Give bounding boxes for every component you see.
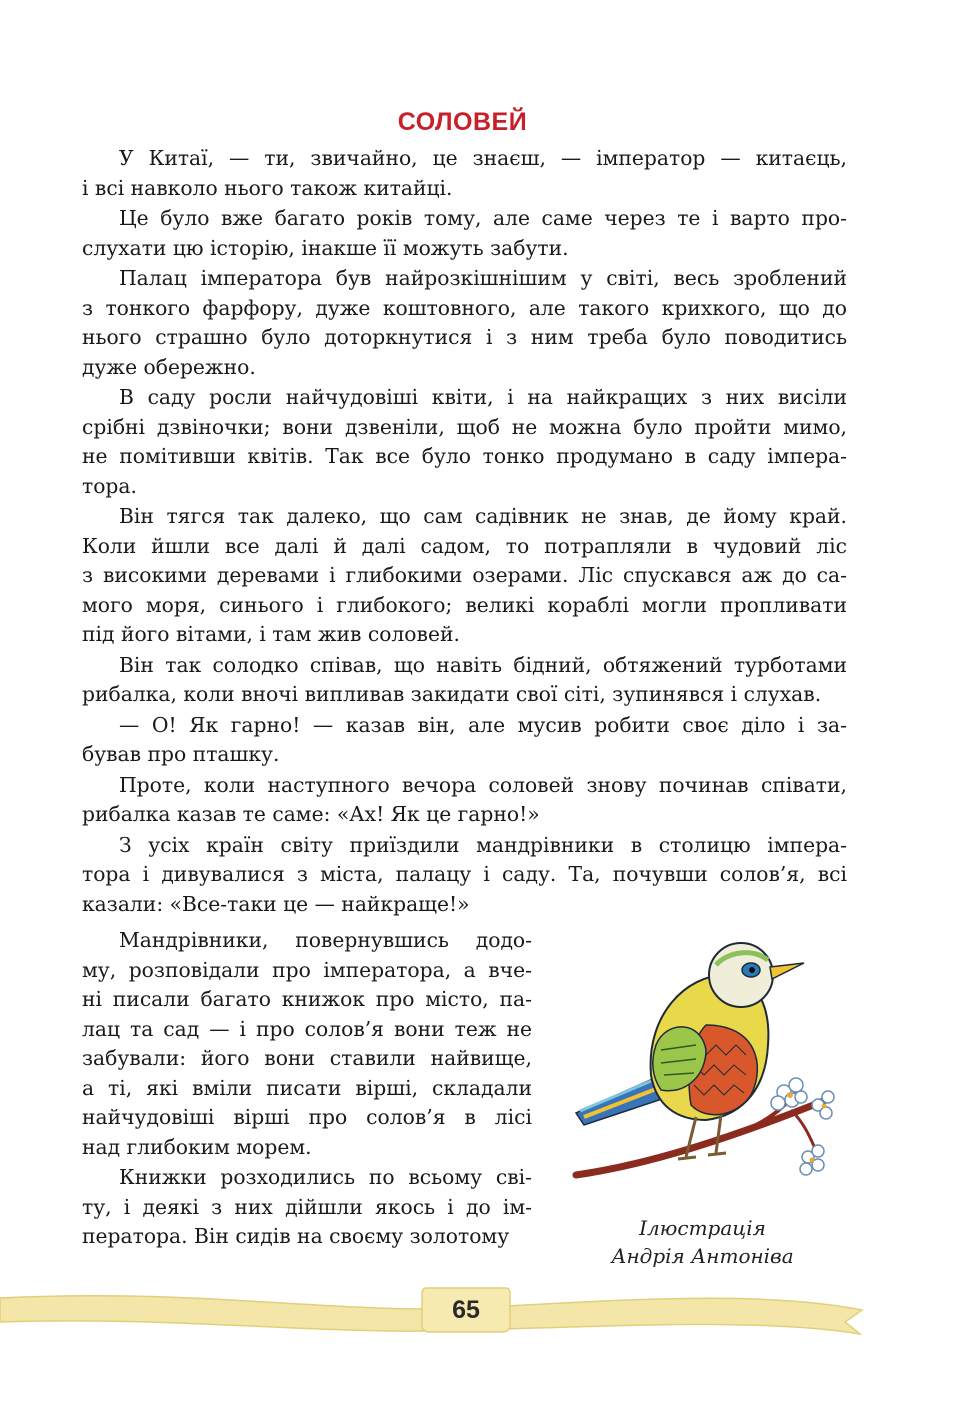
text-line: ту, і деякі з них дійшли якось і до ім- [82,1194,532,1219]
paragraph [82,1163,532,1252]
page-title: СОЛОВЕЙ [397,108,528,136]
text-line: му, розповідали про імператора, а вче- [82,957,532,982]
nightingale-bird-icon [556,925,844,1207]
text-line: — О! Як гарно! — казав він, але мусив робити своє діло і за- [119,712,847,737]
text-line: казали: «Все-таки це — найкраще!» [82,891,470,916]
story-text [82,144,847,920]
text-line: під його вітами, і там жив соловей. [82,622,460,646]
text-line: Коли йшли все далі й далі садом, то потрапляли в чудовий ліс [82,533,847,558]
text-line: У Китаї, — ти, звичайно, це знаєш, — імператор — китаєць, [119,146,847,170]
page-number: 65 [452,1295,480,1324]
text-line: а ті, які вміли писати вірші, складали [82,1075,532,1100]
text-line: мого моря, синього і глибокого; великі кораблі могли пропливати [82,592,847,617]
text-line: Мандрівники, повернувшись додо- [119,928,532,952]
text-line: тора і дивувалися з міста, палацу і саду. Та, почувши солов’я, всі [82,862,847,886]
text-line: рибалка, коли вночі випливав закидати свої сіті, зупинявся і слухав. [82,682,822,706]
caption-line: Ілюстрація [639,1216,766,1240]
text-line: не помітивши квітів. Так все було тонко продумано в саду імпера- [82,444,847,468]
text-line: найчудовіші вірші про солов’я в лісі [82,1105,532,1129]
text-line: Палац імператора був найрозкішнішим у світі, весь зроблений [119,266,847,290]
illustration-caption [580,1214,825,1270]
text-line: З усіх країн світу приїздили мандрівники в столицю імпера- [119,832,847,857]
paragraph [82,144,847,203]
text-line: з тонкого фарфору, дуже коштовного, але такого крихкого, що до [82,295,847,320]
text-line: ператора. Він сидів на своєму золотому [82,1224,510,1248]
paragraph [82,651,847,710]
text-line: і всі навколо нього також китайці. [82,175,453,200]
text-line: слухати цю історію, інакше її можуть забути. [82,235,569,260]
paragraph [82,502,847,650]
text-line: Це було вже багато років тому, але саме через те і варто про- [119,206,847,230]
story-text-wrapped [82,926,532,1253]
paragraph [82,204,847,263]
text-line: рибалка казав те саме: «Ах! Як це гарно!» [82,802,540,826]
paragraph [82,926,532,1162]
caption-author: Андрія Антоніва [611,1244,794,1268]
text-line: Він так солодко співав, що навіть бідний, обтяжений турботами [119,652,847,677]
text-line: ні писали багато книжок про місто, па- [82,987,532,1011]
paragraph [82,771,847,830]
text-line: над глибоким морем. [82,1134,312,1159]
text-line: забували: його вони ставили найвище, [82,1046,532,1070]
text-line: Проте, коли наступного вечора соловей знову починав співати, [119,772,847,797]
text-line: лац та сад — і про солов’я вони теж не [82,1016,532,1041]
text-line: Він тягся так далеко, що сам садівник не знав, де йому край. [119,504,847,528]
paragraph [82,831,847,920]
paragraph [82,383,847,501]
text-line: бував про пташку. [82,742,280,766]
text-line: з високими деревами і глибокими озерами. Ліс спускався аж до са- [82,563,847,587]
text-line: срібні дзвіночки; вони дзвеніли, щоб не можна було пройти мимо, [82,414,847,439]
text-line: В саду росли найчудовіші квіти, і на найкращих з них висіли [119,385,847,409]
text-line: нього страшно було доторкнутися і з ним треба було поводитись [82,325,847,349]
text-line: дуже обережно. [82,354,256,379]
paragraph [82,711,847,770]
paragraph [82,264,847,382]
nightingale-illustration [556,925,844,1207]
text-line: тора. [82,473,137,498]
text-line: Книжки розходились по всьому сві- [119,1165,532,1189]
